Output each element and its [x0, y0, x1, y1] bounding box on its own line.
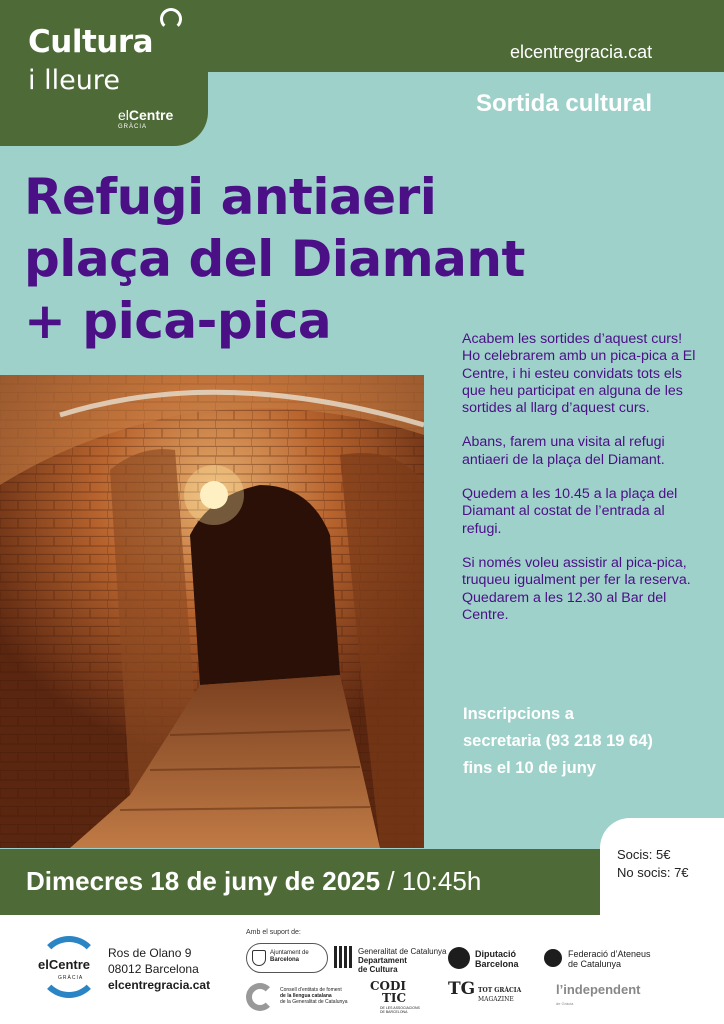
event-datetime: [26, 866, 481, 897]
signup-line-2: secretaria (93 218 19 64): [463, 732, 653, 750]
consell-icon: [246, 983, 274, 1011]
coditic-sub: DE LES ASSOCIACIONS DE BARCELONA: [380, 1006, 420, 1014]
shield-icon: [252, 950, 266, 966]
brand-name: elCentre: [118, 107, 174, 123]
footer-logo-text: elCentre: [38, 957, 91, 972]
date-separator: /: [380, 866, 402, 896]
consell-name: Consell d’entitats de foment de la llengua catalana de la Generalitat de Catalunya: [280, 987, 348, 1005]
federacio-name: Federació d’Ateneus de Catalunya: [568, 949, 651, 969]
event-date: Dimecres 18 de juny de 2025: [26, 866, 381, 896]
ajuntament-name: Ajuntament de Barcelona: [270, 950, 309, 963]
logo-subtitle: i lleure: [28, 65, 120, 96]
registration-info: [463, 701, 713, 782]
signup-line-1: Inscripcions a: [463, 705, 574, 723]
federacio-icon: [544, 949, 562, 967]
brand-gracia: GRÀCIA: [118, 124, 148, 130]
diputacio-name: Diputació Barcelona: [475, 949, 519, 969]
paragraph-3: Quedem a les 10.45 a la plaça del Diamant al costat de l’entrada al refugi.: [462, 486, 678, 537]
headline-line-2: plaça del Diamant: [24, 230, 525, 288]
paragraph-1: Acabem les sortides d’aquest curs! Ho celebrarem amb un pica-pica a El Centre, i hi esteu convidats tots els que heu participat en alguna de les sortides al llarg d’aquest curs.: [462, 331, 696, 417]
category-label: Sortida cultural: [476, 90, 653, 117]
address-city: 08012 Barcelona: [108, 962, 199, 976]
generalitat-icon: [334, 946, 354, 968]
totgracia-name: TOT GRÀCIA MAGAZINE: [478, 987, 522, 1003]
coditic-logo: CODI TIC: [370, 979, 407, 1005]
footer-site: elcentregracia.cat: [108, 978, 211, 992]
footer-logo-gracia: GRÀCIA: [58, 975, 84, 981]
independent-sub: de Gràcia: [556, 1001, 574, 1006]
generalitat-name: Generalitat de Catalunya Departament de Cultura: [358, 947, 447, 974]
logo-arc-icon: [160, 8, 182, 30]
address-street: Ros de Olano 9: [108, 946, 192, 960]
headline-line-1: Refugi antiaeri: [24, 168, 437, 226]
site-url: elcentregracia.cat: [510, 42, 653, 62]
headline: [24, 166, 664, 352]
diputacio-icon: [448, 947, 470, 969]
logo-title: Cultura: [28, 24, 154, 60]
paragraph-2: Abans, farem una visita al refugi antiaeri de la plaça del Diamant.: [462, 434, 665, 468]
shelter-photo: [0, 375, 424, 848]
headline-line-3: + pica-pica: [24, 292, 332, 350]
description: [462, 331, 702, 641]
totgracia-logo: TG: [448, 979, 476, 999]
price-non-members: No socis: 7€: [617, 865, 689, 880]
paragraph-4: Si només voleu assistir al pica-pica, truqueu igualment per fer la reserva. Quedarem a les 12.30 al Bar del Centre.: [462, 554, 691, 623]
independent-logo: l’independent: [556, 982, 641, 997]
signup-line-3: fins el 10 de juny: [463, 759, 596, 777]
support-label: Amb el suport de:: [246, 929, 301, 936]
event-time: 10:45h: [401, 866, 482, 896]
price-members: Socis: 5€: [617, 847, 671, 862]
